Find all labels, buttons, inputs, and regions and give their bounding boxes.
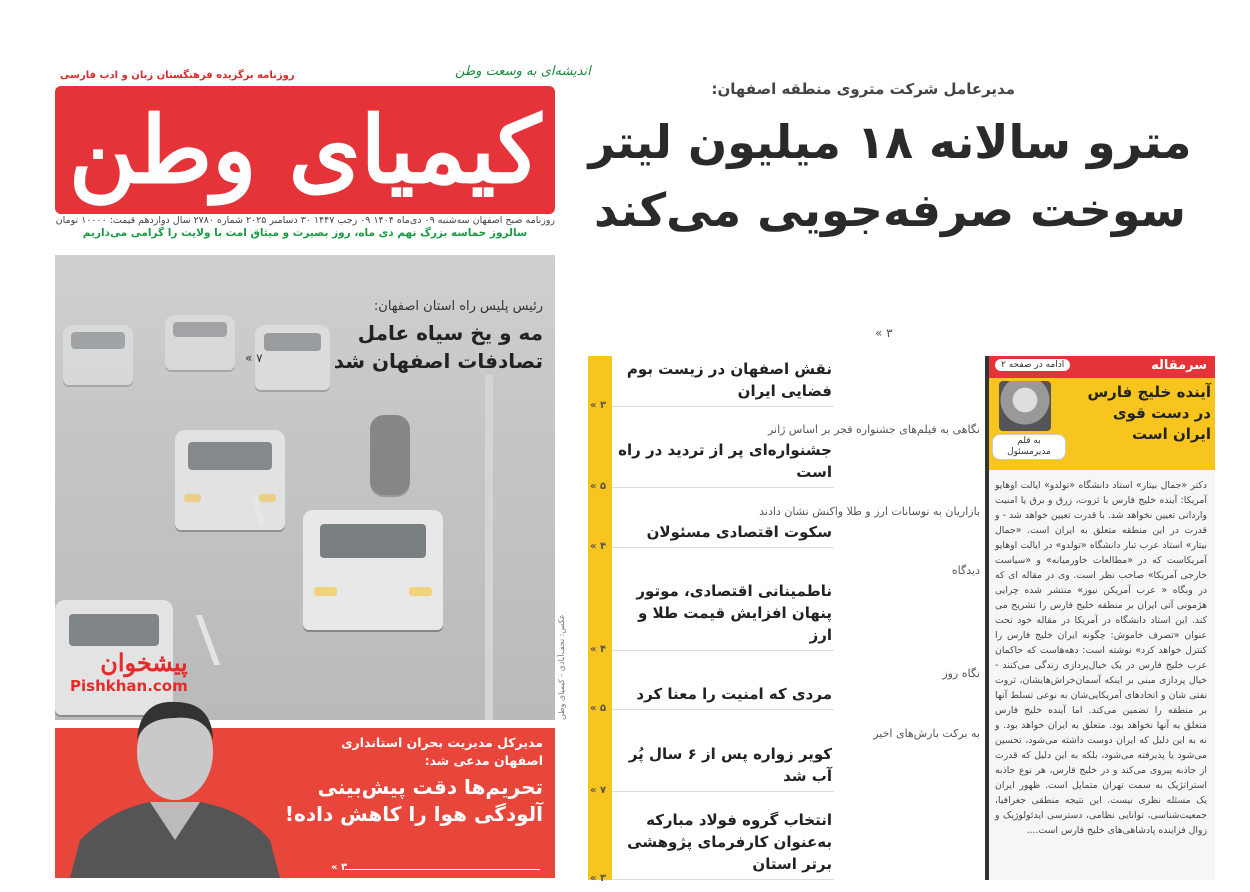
story-item[interactable] — [588, 504, 980, 552]
editorial-title[interactable]: آینده خلیج فارس در دست قوی ایران است — [1087, 383, 1211, 443]
divider — [345, 869, 540, 870]
story-page-ref[interactable]: « ۳ — [590, 400, 607, 411]
red-story-page-ref[interactable]: « ۳ — [331, 862, 348, 873]
pishkhan-watermark — [70, 648, 188, 695]
story-title: انتخاب گروه فولاد مبارکه به‌عنوان کارفرمای پژوهشی برتر استان — [612, 807, 834, 880]
story-title: کویر زواره پس از ۶ سال پُر آب شد — [612, 741, 834, 792]
story-item[interactable] — [588, 726, 980, 796]
story-item[interactable] — [588, 807, 980, 884]
story-title: جشنواره‌ای پر از تردید در راه است — [612, 437, 834, 488]
page-number: ۷ — [599, 784, 607, 796]
story-page-ref[interactable]: « ۴ — [590, 540, 607, 552]
photo-story-page-ref[interactable]: « ۷ — [245, 351, 263, 365]
editorial-body: دکتر «جمال بیتار» استاد دانشگاه «تولدو» ایالت اوهایو آمریکا: آینده خلیج فارس با ثروت، زرق و برق یا امنیت وارداتی تعیین نخواهد شد. با قدرت تعیین خواهد شد - و قدرت در این منطقه متعلق به ایران است. «جمال بیتار» استاد عرب تبار دانشگاه «تولدو» در ایالت اوهایو آمریکاست که در «مطالعات خاورمیانه» و «سیاست خارجی آمریکا» صاحب نظر است. وی در مقاله ای که در وبگاه « عرب آمریکن نیوز» منتشر شده چرایی هژمونی آتی ایران بر منطقه خلیج فارس را تشریح می کند. این استاد دانشگاه در آمریکا در مقاله خود تحت عنوان «تصرف خاموش: چگونه ایران خلیج فارس را کنترل خواهد کرد» نوشته است: دهه‌هاست که حاکمان عرب خلیج فارس در یک خیال‌پردازی زندگی می‌کنند - خیال پردازی مبنی بر اینکه آسمان‌خراش‌هایشان، ثروت نفتی شان و اتحادهای آمریکایی‌شان به نوعی تسلط آنها بر منطقه را تضمین می‌کند. اما آینده خلیج فارس متعلق به آنها نخواهد بود. متعلق به ایران خواهد بود. و نه به این دلیل که ایران دوست داشته می‌شود، تحسین می‌شود یا پذیرفته می‌شود، بلکه به این دلیل که قدرت از جاذبه پیروی می‌کند و در خلیج فارس، هر نوع جاذبه استراتژیک به سمت تهران متمایل است. ظهور ایران یک مسئله نظری نیست. این نتیجه منطقی جغرافیا، جمعیت‌شناسی، توانایی نظامی، دسترسی ایدئولوژیک و زوال فزاینده پادشاهی‌های خلیج فارس است.... — [989, 470, 1215, 880]
masthead-slogan: اندیشه‌ای به وسعت وطن — [455, 64, 591, 79]
issue-info — [55, 215, 555, 240]
page-number: ۳ — [886, 326, 893, 340]
story-title: مردی که امنیت را معنا کرد — [612, 681, 834, 710]
editorial-header — [989, 356, 1215, 378]
photo-story-title[interactable]: مه و یخ سیاه عامل تصادفات اصفهان شد — [333, 321, 543, 373]
masthead-tagline: روزنامه برگزیده فرهنگستان زبان و ادب فارسی — [60, 70, 295, 81]
watermark-en: Pishkhan.com — [70, 677, 188, 695]
story-item[interactable] — [588, 563, 980, 655]
story-kicker: بازاریان به نوسانات ارز و طلا واکنش نشان دادند — [759, 504, 980, 518]
editorial-byline: به قلم مدیرمسئول — [992, 434, 1066, 460]
photo-story-kicker: رئیس پلیس راه استان اصفهان: — [373, 299, 543, 314]
story-page-ref[interactable]: « ۵ — [590, 703, 607, 715]
page-number: ۷ — [256, 351, 263, 365]
photo-caption: عکس: نجف‌آبادی - کیمیای وطن — [557, 614, 566, 720]
story-item[interactable] — [588, 356, 980, 411]
page-number: ۳ — [599, 872, 607, 884]
official-portrait — [70, 690, 280, 878]
occasion-line: سالروز حماسه بزرگ نهم دی ماه، روز بصیرت و میثاق امت با ولایت را گرامی می‌داریم — [82, 227, 528, 239]
editorial-column — [985, 356, 1215, 880]
red-story-kicker: مدیرکل مدیریت بحران استانداری اصفهان مدعی شد: — [341, 735, 543, 768]
editorial-label: سرمقاله — [1151, 358, 1207, 373]
lead-kicker: مدیرعامل شرکت متروی منطقه اصفهان: — [711, 80, 1015, 98]
story-list — [588, 356, 980, 884]
story-page-ref[interactable]: « ۵ — [590, 481, 607, 493]
story-title: سکوت اقتصادی مسئولان — [612, 519, 834, 548]
red-story-title[interactable]: تحریم‌ها دقت پیش‌بینی آلودگی هوا را کاهش داده! — [284, 775, 543, 826]
masthead-name: کیمیای وطن — [68, 96, 542, 204]
lead-headline[interactable]: مترو سالانه ۱۸ میلیون لیتر سوخت صرفه‌جویی می‌کند — [588, 115, 1192, 237]
story-page-ref[interactable]: « ۷ — [590, 784, 607, 796]
story-page-ref[interactable]: « ۳ — [590, 872, 607, 884]
masthead-logo — [55, 86, 555, 214]
story-page-ref[interactable]: « ۴ — [590, 643, 607, 655]
author-photo — [999, 381, 1051, 431]
page-number: ۵ — [599, 703, 607, 715]
story-item[interactable] — [588, 422, 980, 493]
story-item[interactable] — [588, 666, 980, 715]
lead-page-ref[interactable]: « ۳ — [875, 326, 893, 340]
story-kicker: به برکت بارش‌های اخیر — [873, 726, 980, 740]
story-kicker: نگاه روز — [942, 667, 980, 681]
watermark-fa: پیشخوان — [100, 648, 188, 677]
page-number: ۵ — [599, 481, 607, 493]
editorial-title-box — [989, 378, 1215, 470]
page-number: ۳ — [340, 862, 348, 873]
issue-meta: روزنامه صبح اصفهان سه‌شنبه ۰۹ دی‌ماه ۱۴۰۴ ۰۹ رجب ۱۴۴۷ ۳۰ دسامبر ۲۰۲۵ شماره ۲۷۸۰ سال دوازدهم قیمت: ۱۰۰۰۰ تومان — [55, 215, 555, 226]
page-number: ۴ — [599, 540, 607, 552]
story-kicker: نگاهی به فیلم‌های جشنواره فجر بر اساس ژانر — [767, 423, 980, 437]
page-number: ۳ — [599, 400, 607, 411]
story-title: نقش اصفهان در زیست بوم فضایی ایران — [612, 356, 834, 407]
page-number: ۴ — [599, 643, 607, 655]
story-kicker: دیدگاه — [951, 563, 980, 577]
continued-link[interactable]: ادامه در صفحه ۲ — [995, 359, 1070, 371]
story-title: ناطمینانی اقتصادی، موتور پنهان افزایش قیمت طلا و ارز — [612, 578, 834, 651]
